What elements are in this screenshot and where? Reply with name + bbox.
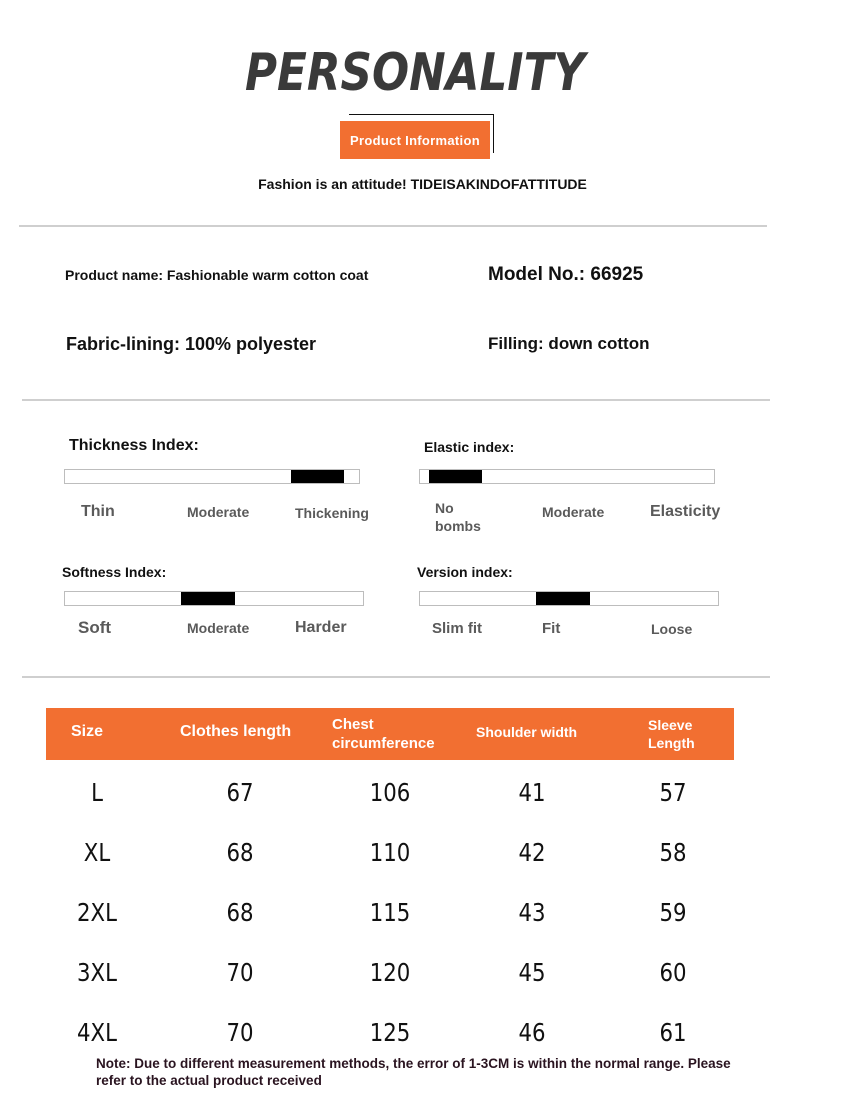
version-label-high: Loose [651, 621, 693, 637]
filling: Filling: down cotton [488, 334, 650, 353]
table-cell: XL [83, 838, 111, 867]
version-index-level [536, 592, 590, 605]
table-cell: L [91, 778, 103, 807]
table-cell: 41 [518, 778, 546, 807]
table-cell: 68 [226, 898, 254, 927]
elastic-index-level [429, 470, 482, 483]
table-cell: 67 [226, 778, 254, 807]
brand-logo [240, 38, 590, 108]
table-cell: 120 [369, 958, 411, 987]
header-sleeve-length: Sleeve Length [648, 717, 695, 751]
measurement-note: Note: Due to different measurement methods, the error of 1-3CM is within the normal range. Please refer to the actual product received [96, 1056, 731, 1088]
divider [22, 676, 770, 678]
table-cell: 70 [226, 1018, 254, 1047]
thickness-label-low: Thin [81, 503, 115, 520]
thickness-index-bar [64, 469, 360, 484]
personality-logo-icon [240, 38, 590, 108]
header-size: Size [71, 723, 104, 740]
table-cell: 68 [226, 838, 254, 867]
model-number: Model No.: 66925 [488, 264, 644, 285]
table-cell: 59 [659, 898, 687, 927]
header-chest-circumference: Chest circumference [332, 716, 435, 752]
table-cell: 3XL [77, 958, 117, 987]
version-index-bar [419, 591, 719, 606]
elastic-index-bar [419, 469, 715, 484]
product-name: Product name: Fashionable warm cotton coat [65, 267, 369, 283]
divider [19, 225, 767, 227]
thickness-index-title: Thickness Index: [69, 437, 199, 454]
size-table-header [46, 708, 734, 760]
divider [22, 399, 770, 401]
elastic-label-mid: Moderate [542, 504, 605, 520]
elastic-index-title: Elastic index: [424, 439, 515, 455]
softness-index-bar [64, 591, 364, 606]
version-label-mid: Fit [542, 620, 561, 637]
table-cell: 45 [518, 958, 546, 987]
table-cell: 125 [369, 1018, 411, 1047]
version-index-title: Version index: [417, 564, 513, 580]
header-clothes-length: Clothes length [180, 723, 292, 740]
logo-text: PERSONALITY [245, 43, 590, 103]
thickness-label-mid: Moderate [187, 504, 250, 520]
fabric-lining: Fabric-lining: 100% polyester [66, 334, 317, 354]
version-label-low: Slim fit [432, 620, 483, 637]
table-cell: 2XL [77, 898, 117, 927]
table-cell: 4XL [77, 1018, 117, 1047]
table-cell: 110 [369, 838, 411, 867]
table-cell: 61 [659, 1018, 687, 1047]
table-cell: 43 [518, 898, 546, 927]
table-cell: 58 [659, 838, 687, 867]
softness-index-level [181, 592, 235, 605]
table-cell: 46 [518, 1018, 546, 1047]
table-cell: 42 [518, 838, 546, 867]
tagline: Fashion is an attitude! TIDEISAKINDOFATTITUDE [258, 176, 587, 192]
softness-label-mid: Moderate [187, 620, 250, 636]
softness-index-title: Softness Index: [62, 564, 167, 580]
elastic-label-low: No bombs [435, 500, 481, 534]
softness-label-low: Soft [78, 618, 112, 637]
softness-label-high: Harder [295, 619, 347, 636]
table-cell: 57 [659, 778, 687, 807]
table-cell: 60 [659, 958, 687, 987]
product-information-badge: Product Information [340, 121, 490, 159]
table-cell: 70 [226, 958, 254, 987]
thickness-label-high: Thickening [295, 505, 369, 521]
elastic-label-high: Elasticity [650, 503, 721, 520]
table-cell: 106 [369, 778, 411, 807]
table-cell: 115 [369, 898, 411, 927]
header-shoulder-width: Shoulder width [476, 724, 578, 740]
thickness-index-level [291, 470, 344, 483]
